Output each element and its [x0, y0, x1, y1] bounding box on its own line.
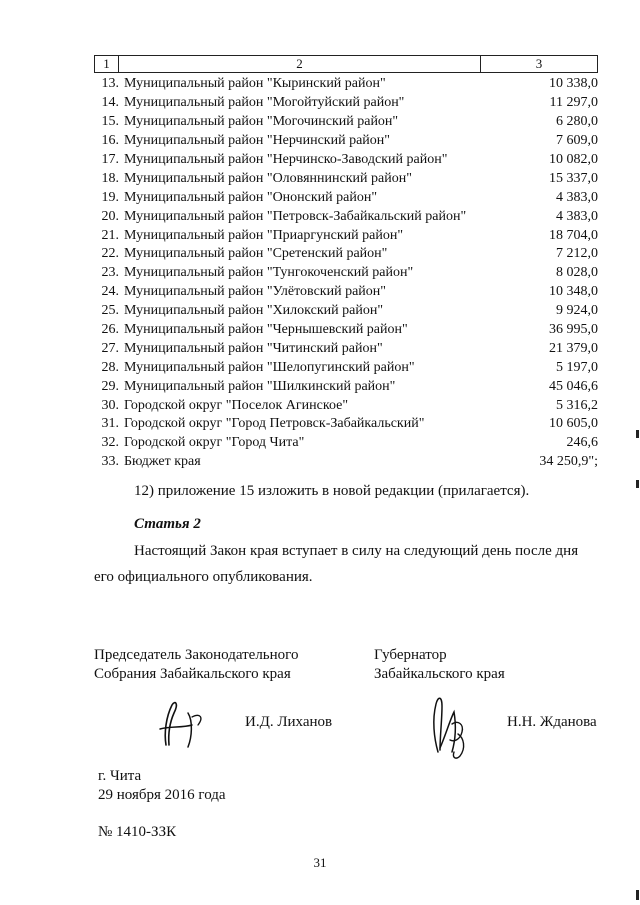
row-number: 28. [101, 359, 119, 375]
table-row [94, 358, 598, 377]
article-text-line-2: его официального опубликования. [94, 569, 313, 585]
row-name: Муниципальный район "Улётовский район" [124, 284, 386, 300]
row-name: Муниципальный район "Хилокский район" [124, 303, 384, 319]
row-number: 29. [101, 378, 119, 394]
row-number: 27. [101, 340, 119, 356]
row-value: 246,6 [566, 435, 598, 451]
row-name: Городской округ "Город Чита" [124, 435, 305, 451]
row-value: 18 704,0 [549, 227, 598, 243]
table-body [94, 75, 598, 472]
left-signatory-title-line-2: Собрания Забайкальского края [94, 666, 291, 682]
city: г. Чита [98, 768, 142, 784]
table-row [94, 132, 598, 151]
table-header-col-1: 1 [95, 56, 119, 72]
row-number: 18. [101, 170, 119, 186]
article-heading: Статья 2 [134, 516, 201, 532]
row-value: 4 383,0 [556, 208, 598, 224]
left-handwritten-signature [152, 695, 212, 755]
row-name: Муниципальный район "Могойтуйский район" [124, 95, 405, 111]
row-number: 23. [101, 265, 119, 281]
row-value: 6 280,0 [556, 114, 598, 130]
row-number: 14. [101, 95, 119, 111]
row-name: Муниципальный район "Оловяннинский район" [124, 170, 412, 186]
row-name: Муниципальный район "Тунгокоченский район" [124, 265, 414, 281]
table-header-col-2: 2 [119, 56, 481, 72]
row-number: 33. [101, 454, 119, 470]
row-name: Муниципальный район "Нерчинско-Заводский район" [124, 152, 448, 167]
right-handwritten-signature [420, 690, 480, 765]
row-name: Муниципальный район "Читинский район" [124, 340, 383, 356]
row-name: Муниципальный район "Нерчинский район" [124, 133, 390, 149]
row-value: 36 995,0 [549, 322, 598, 338]
row-name: Муниципальный район "Ононский район" [124, 189, 378, 205]
row-number: 20. [101, 208, 119, 224]
row-name: Городской округ "Город Петровск-Забайкальский" [124, 416, 425, 432]
row-value: 7 609,0 [556, 133, 598, 149]
row-name: Муниципальный район "Шелопугинский район" [124, 359, 415, 375]
row-number: 30. [101, 397, 119, 413]
left-signatory-title-line-1: Председатель Законодательного [94, 647, 299, 663]
row-value: 4 383,0 [556, 189, 598, 205]
row-value: 5 197,0 [556, 359, 598, 375]
row-value: 11 297,0 [549, 95, 598, 111]
row-number: 26. [101, 322, 119, 338]
right-signatory-name: Н.Н. Жданова [507, 714, 597, 730]
row-name: Бюджет края [124, 454, 201, 470]
table-header [94, 55, 598, 73]
row-name: Городской округ "Поселок Агинское" [124, 397, 349, 413]
date: 29 ноября 2016 года [98, 787, 226, 803]
row-value: 9 924,0 [556, 303, 598, 319]
table-row [94, 453, 598, 472]
row-name: Муниципальный район "Петровск-Забайкальский район" [124, 208, 467, 224]
row-value: 10 082,0 [549, 152, 598, 167]
table-row [94, 434, 598, 453]
row-name: Муниципальный район "Чернышевский район" [124, 322, 408, 338]
row-number: 16. [101, 133, 119, 149]
row-number: 25. [101, 303, 119, 319]
row-name: Муниципальный район "Кыринский район" [124, 76, 386, 92]
table-row [94, 321, 598, 340]
table-row [94, 75, 598, 94]
scan-edge-mark [636, 890, 639, 900]
table-row [94, 245, 598, 264]
amendment-item-12: 12) приложение 15 изложить в новой редакции (прилагается). [134, 483, 530, 499]
table-header-col-3: 3 [535, 56, 543, 71]
table-row [94, 207, 598, 226]
row-number: 21. [101, 227, 119, 243]
row-value: 10 605,0 [549, 416, 598, 432]
row-number: 17. [101, 152, 119, 167]
scan-edge-mark [636, 480, 639, 488]
table-row [94, 188, 598, 207]
row-number: 22. [101, 246, 119, 262]
right-signatory-title-line-1: Губернатор [374, 647, 447, 663]
row-value: 45 046,6 [549, 378, 598, 394]
row-number: 15. [101, 114, 119, 130]
table-row [94, 94, 598, 113]
row-value: 34 250,9"; [539, 454, 598, 470]
row-name: Муниципальный район "Шилкинский район" [124, 378, 396, 394]
row-number: 24. [101, 284, 119, 300]
row-value: 8 028,0 [556, 265, 598, 281]
row-value: 10 348,0 [549, 284, 598, 300]
right-signatory-title-line-2: Забайкальского края [374, 666, 505, 682]
row-value: 21 379,0 [549, 340, 598, 356]
law-number: № 1410-ЗЗК [98, 824, 177, 840]
table-row [94, 396, 598, 415]
table-row [94, 113, 598, 132]
row-name: Муниципальный район "Приаргунский район" [124, 227, 404, 243]
article-text-line-1: Настоящий Закон края вступает в силу на следующий день после дня [134, 543, 579, 559]
row-number: 19. [101, 189, 119, 205]
row-value: 5 316,2 [556, 397, 598, 413]
table-row [94, 226, 598, 245]
scan-edge-mark [636, 430, 639, 438]
row-value: 7 212,0 [556, 246, 598, 262]
row-value: 15 337,0 [549, 170, 598, 186]
table-row [94, 264, 598, 283]
table-row [94, 169, 598, 188]
table-row [94, 302, 598, 321]
table-row [94, 283, 598, 302]
left-signatory-name: И.Д. Лиханов [245, 714, 333, 730]
table-row [94, 415, 598, 434]
table-row [94, 339, 598, 358]
row-number: 13. [101, 76, 119, 92]
table-row [94, 151, 598, 170]
row-name: Муниципальный район "Могочинский район" [124, 114, 399, 130]
page-number: 31 [313, 855, 327, 870]
row-number: 32. [101, 435, 119, 451]
table-row [94, 377, 598, 396]
row-name: Муниципальный район "Сретенский район" [124, 246, 388, 262]
row-value: 10 338,0 [549, 76, 598, 92]
row-number: 31. [101, 416, 119, 432]
